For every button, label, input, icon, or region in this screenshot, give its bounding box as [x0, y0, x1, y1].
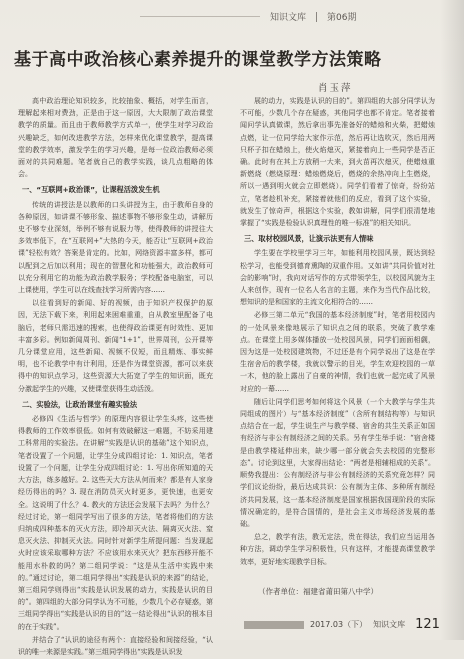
body-paragraph: 总之，教学有法，教无定法，贵在得法，我们应当运用各种方法，调动学生学习积极性，只有这样，才能提高课堂教学效率，更好地实现教学目标。	[240, 533, 435, 566]
left-column	[18, 95, 213, 659]
section-heading: 二、实验法，让政治课堂有趣实验法	[22, 399, 138, 409]
page-header	[140, 10, 356, 23]
body-paragraph: 必修四《生活与哲学》的原理内容很让学生头疼，这些使得教师的工作效率很低。如何有效破解这一难题，不妨采用建工科常用的实验法。在讲解“实践是认识的基础”这个知识点，笔者设置了一个问题，让学生分成四组讨论：1. 知识点，笔者设置了一个问题，让学生分成四组讨论：1. 写出你所知道的天大方法，练多越好。2. 这些天大方法从何而来？都是有人家身经历得出的吗？3. 现在消防员灭火时更多，更快速，也更安全。这说明了什么？4. 教火的方法还会发展下去吗？为什么？经过讨论，第一组同学写出了很多的方法，笔者将他们的方法归纳成四种基本的灭火方法，即冷却灭火法、隔离灭火法、窒息灭火法、抑制灭火法。同时针对新学生所提问题：当发现起火时应该采取哪种方法？不应该用水来灭火？把东西移开能不能用水朴救的吗？第二组同学说：“这是从生活中实践中来的。”通过讨论，第二组同学得出“实践是认识的来源”的结论，第三组同学则得出“实践是认识发展的动力，实践是认识的目的”。第四组的大部分同学认为不可能，少数几个必存疑惑，第三组同学得出“实践是认识的目的”这一结论得出“认识的根本目的在于实践”。	[18, 415, 213, 631]
body-paragraph: 以往看到好的新闻、好的视频，由于知识产权保护的原因，无法下载下来，利用起来困难重重，自从教室里配备了电脑后，老师只需迅速的搜索，也使得政治课更有时效性、更加丰富多彩。例如新闻周刊、新闻“1+1”，世界周刊，公开课等几分课堂应用，这些新闻、视频不仅短，而且精炼、事实鲜明，也不论教学中有计利用，还是作为课堂资源，都可以来获得中的知识点学习，这些资源大大拓宽了学生的知识面，既充分激起学生的兴趣，又使课堂获得生动活泼。	[18, 299, 213, 393]
body-paragraph: 必修三第二单元“我国的基本经济制度”时，笔者用校园内的一处风景来像地展示了知识点之间的联系，突破了教学难点。在课堂上用多媒体播放一处校园风景，同学们面面相觑，因为这是一处校园建筑物，不过还是有个同学说出了这是在学生宿舍后的教学楼，我就以警示的目光，学生欢迎校园的一草一木，他的脸上露出了自豪的神情，我们也就一起完成了风景对应的一幕……	[240, 311, 435, 393]
issue-number: 第06期	[327, 13, 357, 23]
body-paragraph: 传统的讲授法是以教师的口头讲授为主，由于教师自身的各种原因，如讲课不够形象、描述事物不够形象生动，讲解历史不够专业深刻，举例不够有说服力等，使得教师的讲授往大多效率低下，在“互联网+”大热的今天，能否让“互联网+政治课”轻松有效？答案是肯定的。比如，网络资源丰富多样，都可以配到之后加以利用；现在的智慧化和功能强大，政治教师可以充分利用它的功能为政治教学服务；学校配备电脑室，可以上课使用，学生可以在线查找学习所需内容……	[18, 200, 213, 295]
page-edge-shadow	[440, 0, 464, 640]
author-affiliation: （作者单位：福建省莆田第八中学）	[258, 587, 378, 596]
page-number: 121	[415, 617, 440, 632]
section-heading: 一、“互联网+政治课”，让课程活泼发生机	[22, 185, 160, 195]
body-paragraph: 随后让同学们思考如何将这个风景（一个大教学与学生共同组成的图片）与“基本经济制度”（含所有制结构等）与知识点结合在一起，学生说生产与教学楼、宿舍的共生关系正如国有经济与非公有制经济之间的关系。另有学生举手说：“宿舍楼是由教学楼延伸出来，缺少哪一部分就会失去校园的完整形态”。讨论到这里，大家得出结论：“两者是相辅相成的关系”。顺势我提出：公有制经济与非公有制经济的关系究竟怎样？同学们议论纷纷，最后达成共识：公有制为主体、多种所有制经济共同发展，这一基本经济制度是国家根据我国现阶段的实际情况确定的，是符合国情的，是社会主义市场经济发展的基础。	[240, 397, 435, 528]
article-author: 肖玉萍	[318, 83, 353, 94]
header-separator	[316, 12, 317, 22]
footer-bar	[244, 621, 304, 629]
article-title: 基于高中政治核心素养提升的课堂教学方法策略	[14, 50, 382, 70]
section-heading: 三、取材校园风景，让演示法更有人情味	[244, 234, 374, 244]
footer-magazine: 知识文库	[373, 620, 406, 629]
right-column	[240, 95, 435, 569]
body-paragraph: 并结合了“认识的途径有两个：直接经验和间接经验，“认识的唯一来源是实践。”第三组同学得出“实践是认识发	[18, 635, 213, 656]
body-paragraph: 高中政治理论知识较多，比较抽象、概括，对学生而言，理解起来相对费劲，正是由于这一原因，大大限制了政治课堂教学的质量。而且由于教师教学方式单一，使学生对学习政治兴趣缺乏，如何改进教学方法，怎样来优化课堂教学，提高课堂的教学效率，激发学生的学习兴趣，是每一位政治教师必须面对的共同难题。笔者就自己的教学实践，谈几点粗略的体会。	[18, 97, 213, 179]
magazine-name: 知识文库	[270, 13, 307, 23]
header-rule-left	[140, 16, 260, 17]
body-paragraph: 展的动力，实践是认识的目的”。第四组的大部分同学认为不可能，少数几个存在疑惑，其他同学也都不肯定。笔者接着闻问学认真做课，然后拿出事先准备好的蜡烛和火柴，把蜡烛点燃，让一位同学给大家作示范，然后再让选吹灭，然后用两只杯子扣在蜡烛上，使火焰熄灭，紧接着向上一些同学是否正确。此时有在其上方放稍一大来，到火苗再次熄灭，使蜡烛重新燃烧（燃烧原理：蜡烛燃烧后，燃烧的余热冲向上生燃烧，所以一遇到明火就会立即燃烧）。同学们看着了惊奇，纷纷站立，笔者趁机补充，紧接着就他们的反应，看到了这个实验，就发生了惊奇声，根据这个实验，教如讲解，同学们很清楚地掌握了“实践是检验认识真理性的唯一标准”的相关知识。	[240, 97, 435, 228]
body-paragraph: 学生要在学校里学习三年，如能利用校园风景，既达到轻松学习，也能受到德育熏陶的双重作用。又如讲“共同价值对社会的影响”时，我向对话写作的方式带领学生，以校园风貌为主人来创作，现有一位名人名言的主题，来作为当代作品比较，想知识的是和国家的主流文化相符合的……	[240, 249, 435, 307]
page-footer	[244, 617, 440, 632]
footer-date: 2017.03（下）	[310, 620, 368, 629]
